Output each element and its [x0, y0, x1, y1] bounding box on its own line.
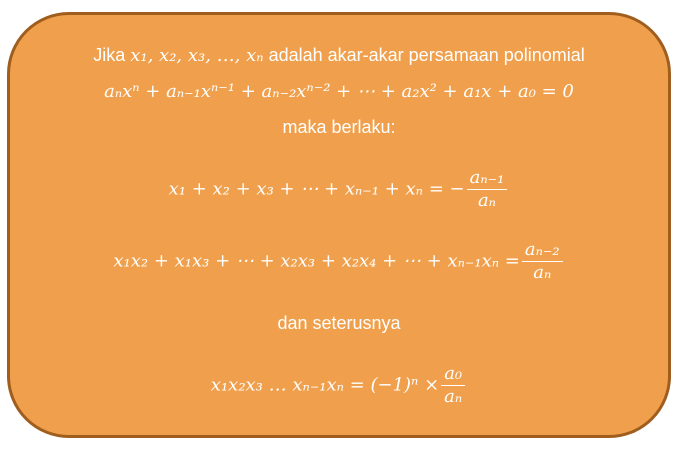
then-text: maka berlaku:	[282, 117, 396, 137]
vieta-formula-card	[7, 12, 671, 438]
sum-formula-denominator: aₙ	[477, 190, 496, 211]
pair-product-formula	[10, 239, 668, 284]
pair-formula-lhs: x₁x₂ + x₁x₃ + ⋯ + x₂x₃ + x₂x₄ + ⋯ + xₙ₋₁xₙ =	[113, 250, 520, 272]
product-formula-numerator: a₀	[441, 363, 465, 386]
product-formula-lhs: x₁x₂x₃ … xₙ₋₁xₙ = (−1)ⁿ ×	[210, 374, 440, 396]
product-formula	[10, 363, 668, 408]
intro-line	[10, 45, 668, 66]
pair-formula-denominator: aₙ	[533, 262, 552, 283]
sum-formula	[10, 167, 668, 212]
product-formula-fraction	[441, 363, 465, 408]
intro-suffix: adalah akar-akar persamaan polinomial	[268, 45, 585, 65]
intro-prefix: Jika	[93, 45, 126, 65]
product-formula-denominator: aₙ	[444, 386, 463, 407]
pair-formula-numerator: aₙ₋₂	[522, 239, 563, 262]
pair-formula-fraction	[522, 239, 563, 284]
sum-formula-numerator: aₙ₋₁	[467, 167, 508, 190]
polynomial-equation: aₙxⁿ + aₙ₋₁xⁿ⁻¹ + aₙ₋₂xⁿ⁻² + ⋯ + a₂x² + a₁x + a₀ = 0	[104, 81, 574, 102]
sum-formula-lhs: x₁ + x₂ + x₃ + ⋯ + xₙ₋₁ + xₙ = −	[168, 178, 465, 200]
sum-formula-fraction	[467, 167, 508, 212]
roots-list: x₁, x₂, x₃, …, xₙ	[130, 45, 264, 66]
continuation-text: dan seterusnya	[277, 313, 401, 333]
